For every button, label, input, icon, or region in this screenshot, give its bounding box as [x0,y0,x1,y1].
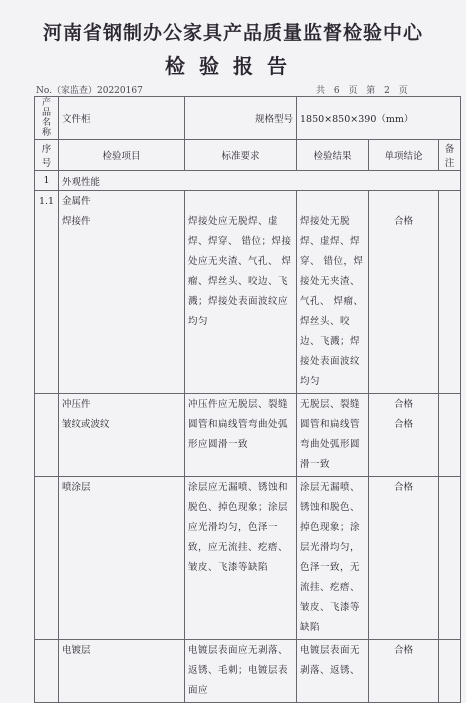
row-no [35,477,59,640]
row-result [297,191,369,394]
row-result: 涂层无漏喷、锈蚀和脱色、掉色现象；涂层光滑均匀，色泽一致，无流挂、疙瘩、皱皮、飞漆等缺陷 [297,477,369,640]
item-weld: 焊接件 [62,216,91,227]
org-title: 河南省钢制办公家具产品质量监督检验中心 [42,22,423,44]
row-conclusion: 合格 [369,477,439,640]
table-row [35,394,461,477]
row-item [59,394,185,477]
col-result: 检验结果 [297,140,369,171]
conclusion-text: 合格 [393,216,413,227]
row-item: 电镀层 [59,640,185,703]
model-label [185,97,297,140]
row-requirement: 冲压件应无脱层、裂缝 圆管和扁线管弯曲处弧形应圆滑一致 [185,394,297,477]
page-info: 共 6 页 第 2 页 [316,86,408,96]
row-requirement: 涂层应无漏喷、锈蚀和脱色、掉色现象；涂层应光滑均匀，色泽一致，应无流挂、疙瘩、皱皮、飞漆等缺陷 [185,477,297,640]
table-header [35,140,461,171]
row-remark [439,394,461,477]
product-name-label: 产品名称 [35,97,59,140]
report-number: No.（家监查）20220167 [36,86,143,96]
table-row [35,640,461,703]
row-remark [439,477,461,640]
row-requirement [185,191,297,394]
col-no: 序号 [35,140,59,171]
item-metal: 金属件 [62,196,91,207]
row-no [35,640,59,703]
col-item: 检验项目 [59,140,185,171]
table-row [35,477,461,640]
row-no: 1.1 [35,191,59,394]
product-name-value: 文件柜 [59,97,185,140]
model-value: 1850×850×390（mm） [297,97,461,140]
row-result: 无脱层、裂缝圆管和扁线管弯曲处弧形圆滑一致 [297,394,369,477]
row-remark [439,640,461,703]
row-conclusion [369,394,439,477]
row-remark [439,191,461,394]
row-requirement: 电镀层表面应无剥落、返锈、毛刺；电镀层表面应 [185,640,297,703]
model-label-text: 规格型号 [254,114,293,125]
col-requirement: 标准要求 [185,140,297,171]
inspection-table [34,96,461,703]
row-item [59,191,185,394]
item-stamp: 冲压件 [62,399,91,410]
requirement-text: 焊接处应无脱焊、虚焊、焊穿、 错位；焊接处应无夹渣、气孔、 焊瘤、焊丝头、咬边、飞溅；焊接处表面波纹应均匀 [188,216,292,327]
doc-title: 检验报告 [165,54,301,78]
row-item: 喷涂层 [59,477,185,640]
col-remark: 备注 [439,140,461,171]
table-row [35,191,461,394]
section-row [35,171,461,191]
col-conclusion: 单项结论 [369,140,439,171]
row-result: 电镀层表面无剥落、返锈、 [297,640,369,703]
conclusion-text: 合格 [393,419,413,430]
section-name: 外观性能 [59,171,461,191]
row-conclusion: 合格 [369,640,439,703]
row-conclusion [369,191,439,394]
product-row [35,97,461,140]
row-no [35,394,59,477]
conclusion-text: 合格 [393,399,413,410]
result-text: 焊接处无脱焊、虚焊、焊穿、 错位，焊接处无夹渣、气孔、 焊瘤、焊丝头、咬边、飞溅；焊接处表面波纹均匀 [300,216,364,387]
item-wrinkle: 皱纹或波纹 [62,419,110,430]
section-no: 1 [35,171,59,191]
